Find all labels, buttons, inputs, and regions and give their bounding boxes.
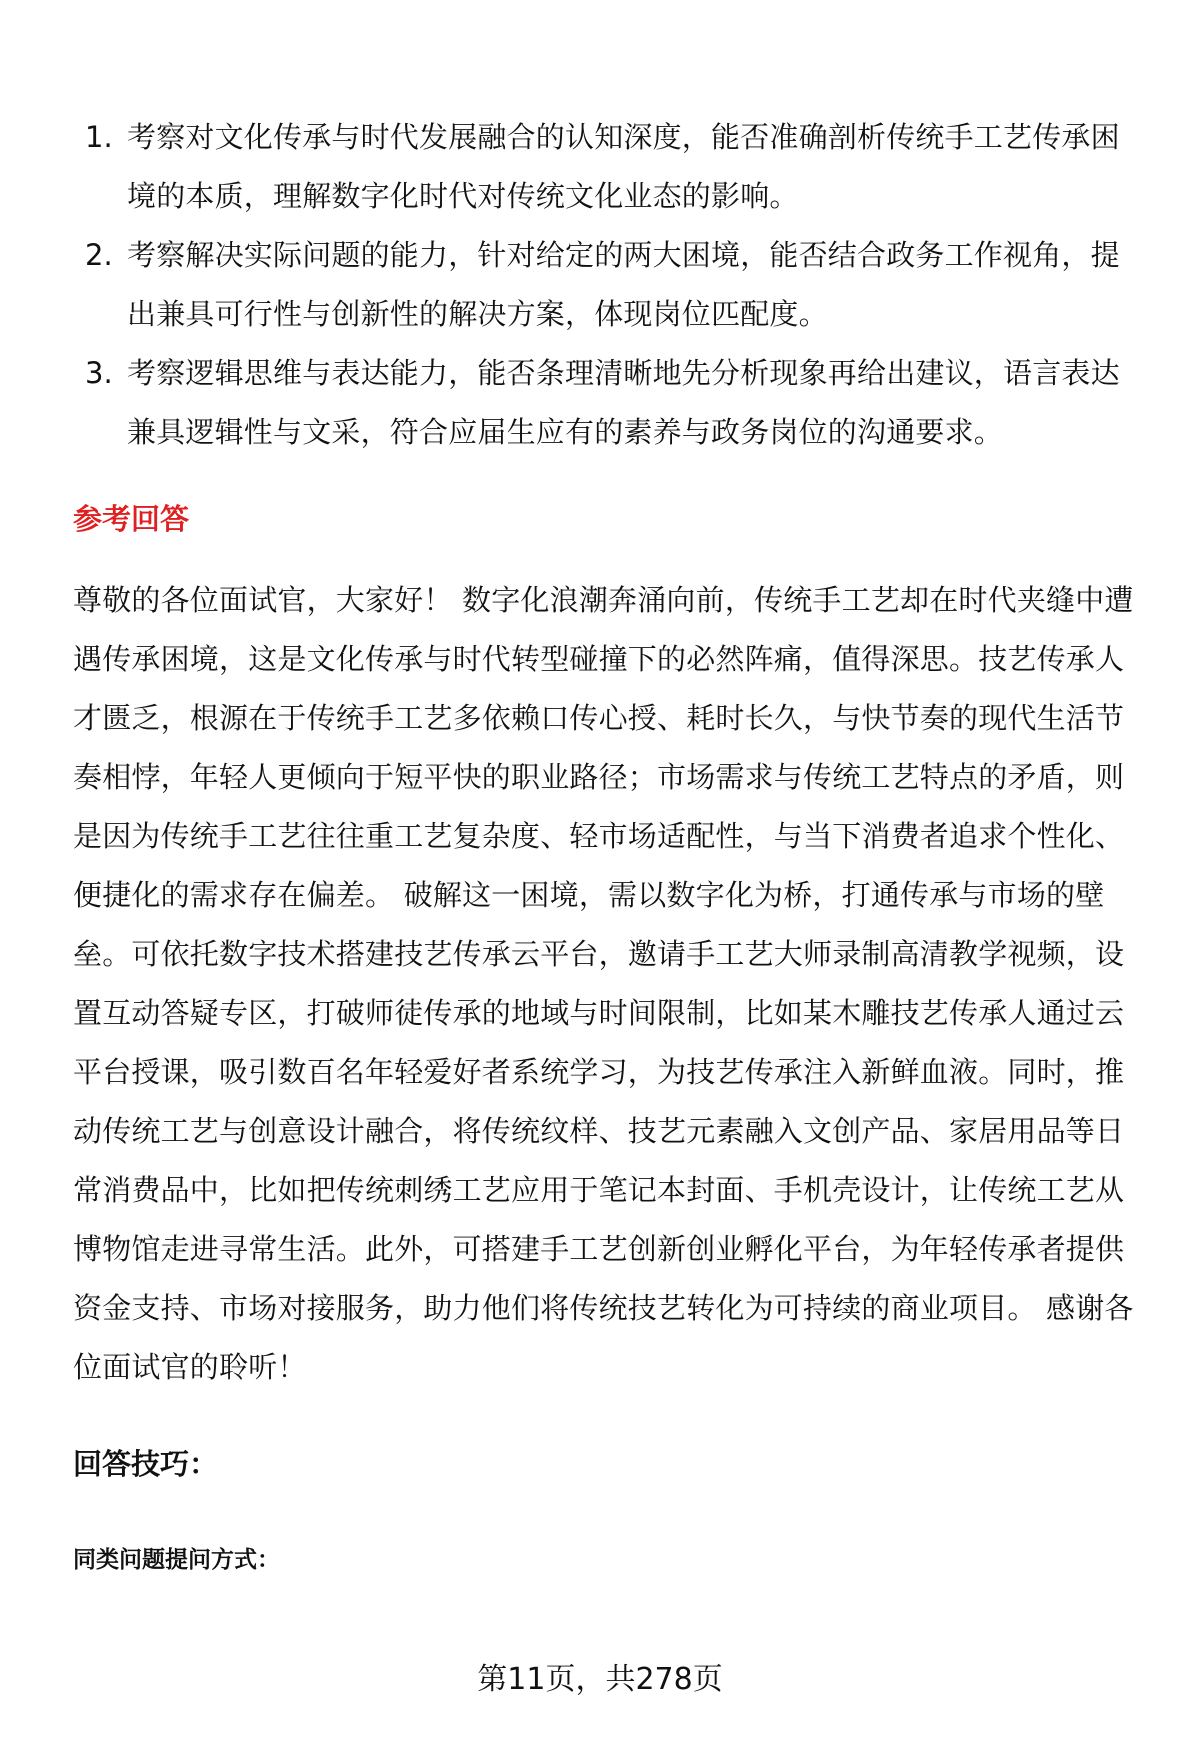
list-item-line: 考察对文化传承与时代发展融合的认知深度，能否准确剖析传统手工艺传承困	[127, 120, 1120, 154]
list-item-line: 兼具逻辑性与文采，符合应届生应有的素养与政务岗位的沟通要求。	[127, 415, 1004, 449]
tips-heading: 回答技巧：	[73, 1447, 219, 1481]
list-item-line: 考察解决实际问题的能力，针对给定的两大困境，能否结合政务工作视角，提	[127, 238, 1120, 272]
similar-questions-heading: 同类问题提问方式：	[73, 1547, 280, 1573]
page-number: 第11页，共278页	[477, 1662, 723, 1697]
answer-line: 动传统工艺与创意设计融合，将传统纹样、技艺元素融入文创产品、家居用品等日	[73, 1114, 1125, 1148]
answer-line: 才匮乏，根源在于传统手工艺多依赖口传心授、耗时长久，与快节奏的现代生活节	[73, 701, 1125, 735]
answer-line: 便捷化的需求存在偏差。 破解这一困境，需以数字化为桥，打通传承与市场的壁	[73, 878, 1105, 912]
list-item-line: 境的本质，理解数字化时代对传统文化业态的影响。	[127, 179, 799, 213]
answer-line: 尊敬的各位面试官，大家好！ 数字化浪潮奔涌向前，传统手工艺却在时代夹缝中遭	[73, 583, 1134, 617]
list-item-line: 考察逻辑思维与表达能力，能否条理清晰地先分析现象再给出建议，语言表达	[127, 356, 1120, 390]
answer-heading: 参考回答	[73, 502, 190, 536]
list-number: 2.	[85, 238, 113, 272]
answer-line: 垒。可依托数字技术搭建技艺传承云平台，邀请手工艺大师录制高清教学视频，设	[73, 937, 1125, 971]
answer-line: 博物馆走进寻常生活。此外，可搭建手工艺创新创业孵化平台，为年轻传承者提供	[73, 1232, 1125, 1266]
answer-line: 常消费品中，比如把传统刺绣工艺应用于笔记本封面、手机壳设计，让传统工艺从	[73, 1173, 1125, 1207]
answer-line: 资金支持、市场对接服务，助力他们将传统技艺转化为可持续的商业项目。 感谢各	[73, 1291, 1134, 1325]
answer-line: 位面试官的聆听！	[73, 1350, 307, 1384]
answer-line: 遇传承困境，这是文化传承与时代转型碰撞下的必然阵痛，值得深思。技艺传承人	[73, 642, 1125, 676]
list-number: 1.	[85, 120, 113, 154]
answer-line: 置互动答疑专区，打破师徒传承的地域与时间限制，比如某木雕技艺传承人通过云	[73, 996, 1125, 1030]
answer-line: 是因为传统手工艺往往重工艺复杂度、轻市场适配性，与当下消费者追求个性化、	[73, 819, 1125, 853]
answer-line: 奏相悖，年轻人更倾向于短平快的职业路径；市场需求与传统工艺特点的矛盾，则	[73, 760, 1125, 794]
list-item-line: 出兼具可行性与创新性的解决方案，体现岗位匹配度。	[127, 297, 828, 331]
list-number: 3.	[85, 356, 113, 390]
answer-line: 平台授课，吸引数百名年轻爱好者系统学习，为技艺传承注入新鲜血液。同时，推	[73, 1055, 1125, 1089]
